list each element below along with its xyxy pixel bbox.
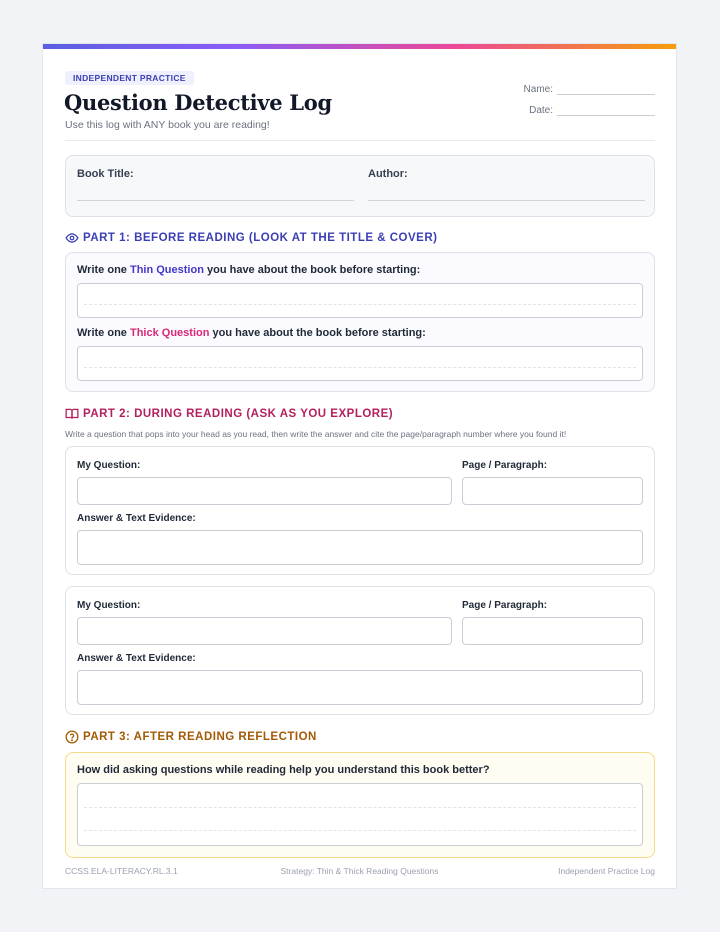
- thick-term: Thick Question: [129, 327, 210, 339]
- answer-evidence-label: Answer & Text Evidence:: [77, 653, 196, 664]
- my-question-box[interactable]: [77, 617, 452, 645]
- page-subtitle: Use this log with ANY book you are reading!: [65, 119, 270, 131]
- eye-icon: [65, 231, 79, 245]
- thick-question-prompt: [77, 327, 426, 339]
- thick-question-box[interactable]: [77, 346, 643, 381]
- reflection-box[interactable]: [77, 783, 643, 846]
- thick-suffix: you have about the book before starting:: [209, 327, 426, 339]
- worksheet-page: [42, 43, 677, 889]
- book-info-card: [65, 155, 655, 217]
- thin-term: Thin Question: [129, 264, 204, 276]
- writing-guide-line: [84, 367, 636, 368]
- part3-card: [65, 752, 655, 858]
- answer-evidence-box[interactable]: [77, 530, 643, 565]
- footer-standard: CCSS.ELA-LITERACY.RL.3.1: [65, 866, 178, 876]
- name-label: Name:: [523, 84, 553, 95]
- author-label: Author:: [368, 168, 408, 180]
- my-question-label: My Question:: [77, 600, 141, 611]
- header-divider: [65, 140, 655, 141]
- reflection-prompt: How did asking questions while reading help you understand this book better?: [77, 764, 490, 776]
- part1-heading-text: PART 1: BEFORE READING (LOOK AT THE TITLE & COVER): [83, 232, 438, 244]
- footer-strategy: Strategy: Thin & Thick Reading Questions: [280, 866, 439, 876]
- part3-heading-text: PART 3: AFTER READING REFLECTION: [83, 731, 317, 743]
- book-title-label: Book Title:: [77, 168, 134, 180]
- page-paragraph-box[interactable]: [462, 477, 643, 505]
- writing-guide-line: [84, 304, 636, 305]
- practice-badge: INDEPENDENT PRACTICE: [65, 71, 194, 85]
- footer-log-type: Independent Practice Log: [558, 866, 655, 876]
- part2-instructions: Write a question that pops into your head as you read, then write the answer and cite the page/paragraph number where you found it!: [65, 429, 567, 439]
- date-field[interactable]: [529, 105, 655, 116]
- date-line[interactable]: [557, 107, 655, 116]
- page-paragraph-box[interactable]: [462, 617, 643, 645]
- book-title-line[interactable]: [77, 200, 354, 201]
- date-label: Date:: [529, 105, 553, 116]
- page-paragraph-label: Page / Paragraph:: [462, 600, 548, 611]
- page-title: Question Detective Log: [64, 90, 332, 115]
- writing-guide-line: [84, 830, 636, 831]
- gradient-accent-bar: [43, 44, 676, 49]
- question-entry-card-2: [65, 586, 655, 715]
- part1-heading: [65, 231, 437, 245]
- thin-prefix: Write one: [77, 264, 130, 276]
- thin-suffix: you have about the book before starting:: [203, 264, 421, 276]
- name-field[interactable]: [524, 84, 655, 95]
- question-circle-icon: [65, 730, 79, 744]
- part1-card: [65, 252, 655, 392]
- page-paragraph-label: Page / Paragraph:: [462, 460, 548, 471]
- thin-question-prompt: [77, 264, 420, 276]
- my-question-label: My Question:: [77, 460, 141, 471]
- question-entry-card-1: [65, 446, 655, 575]
- my-question-box[interactable]: [77, 477, 452, 505]
- author-line[interactable]: [368, 200, 645, 201]
- part3-heading: [65, 730, 317, 744]
- part2-heading: [65, 407, 393, 421]
- answer-evidence-label: Answer & Text Evidence:: [77, 513, 196, 524]
- open-book-icon: [65, 407, 79, 421]
- thin-question-box[interactable]: [77, 283, 643, 318]
- name-line[interactable]: [557, 86, 655, 95]
- writing-guide-line: [84, 807, 636, 808]
- answer-evidence-box[interactable]: [77, 670, 643, 705]
- thick-prefix: Write one: [77, 327, 130, 339]
- part2-heading-text: PART 2: DURING READING (ASK AS YOU EXPLORE): [83, 408, 394, 420]
